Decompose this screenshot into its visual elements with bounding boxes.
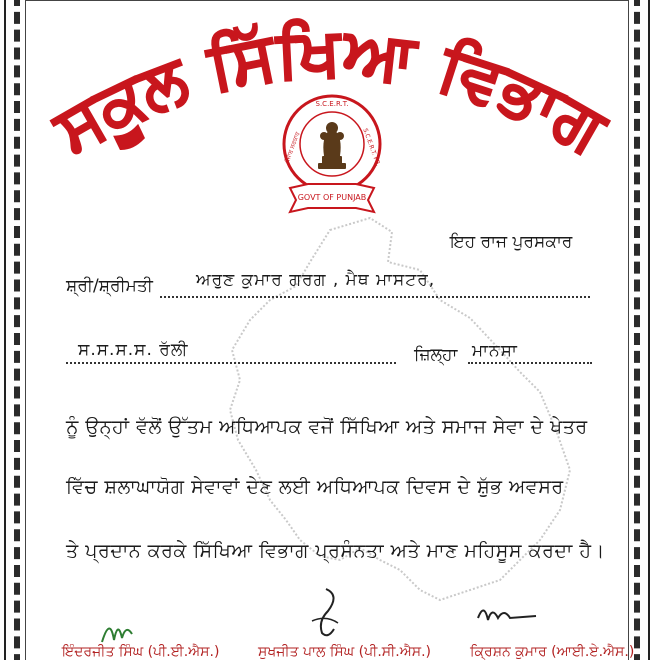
seal-right-text: S.C.E.R.T. PB. bbox=[361, 127, 382, 168]
district-label: ਜ਼ਿਲ੍ਹਾ bbox=[414, 345, 458, 365]
state-emblem-seal-icon bbox=[272, 84, 392, 224]
recipient-label: ਸ਼੍ਰੀ/ਸ਼੍ਰੀਮਤੀ bbox=[66, 276, 153, 296]
seal-top-text: S.C.E.R.T. bbox=[315, 100, 349, 108]
body-line-2: ਵਿੱਚ ਸ਼ਲਾਘਾਯੋਗ ਸੇਵਾਵਾਂ ਦੇਣ ਲਈ ਅਧਿਆਪਕ ਦਿਵਸ ਦੇ ਸ਼ੁੱਭ ਅਵਸਰ bbox=[66, 476, 564, 498]
title-text: ਸਕੂਲ ਸਿੱਖਿਆ ਵਿਭਾਗ bbox=[41, 13, 619, 169]
signature-2-image bbox=[300, 585, 350, 641]
recipient-dotted-line bbox=[160, 296, 590, 298]
seal-left-text: ਪੰਜਾਬ ਸਰਕਾਰ bbox=[283, 131, 302, 164]
ribbon-text: GOVT OF PUNJAB bbox=[297, 193, 367, 202]
district-name: ਮਾਨਸਾ bbox=[472, 341, 518, 361]
recipient-name: ਅਰੁਣ ਕੁਮਾਰ ਗਰਗ , ਮੈਥ ਮਾਸਟਰ, bbox=[196, 270, 436, 290]
signatory-1-name: ਇੰਦਰਜੀਤ ਸਿੰਘ (ਪੀ.ਈ.ਐਸ.) bbox=[62, 644, 220, 660]
school-dotted-line bbox=[66, 362, 396, 364]
signatory-2-name: ਸੁਖਜੀਤ ਪਾਲ ਸਿੰਘ (ਪੀ.ਸੀ.ਐਸ.) bbox=[258, 644, 431, 660]
signatory-3-name: ਕ੍ਰਿਸ਼ਨ ਕੁਮਾਰ (ਆਈ.ਏ.ਐਸ.) bbox=[470, 644, 635, 660]
body-line-3: ਤੇ ਪ੍ਰਦਾਨ ਕਰਕੇ ਸਿੱਖਿਆ ਵਿਭਾਗ ਪ੍ਰਸੰਨਤਾ ਅਤੇ ਮਾਣ ਮਹਿਸੂਸ ਕਰਦਾ ਹੈ। bbox=[66, 540, 605, 562]
signature-1-image bbox=[92, 612, 142, 648]
school-name: ਸ.ਸ.ਸ.ਸ. ਰੱਲੀ bbox=[78, 340, 189, 360]
award-heading: ਇਹ ਰਾਜ ਪੁਰਸਕਾਰ bbox=[450, 232, 573, 252]
body-line-1: ਨੂੰ ਉਨ੍ਹਾਂ ਵੱਲੋਂ ਉੱਤਮ ਅਧਿਆਪਕ ਵਜੋਂ ਸਿੱਖਿਆ ਅਤੇ ਸਮਾਜ ਸੇਵਾ ਦੇ ਖੇਤਰ bbox=[66, 416, 588, 438]
signature-3-image bbox=[472, 598, 542, 634]
district-dotted-line bbox=[468, 362, 592, 364]
